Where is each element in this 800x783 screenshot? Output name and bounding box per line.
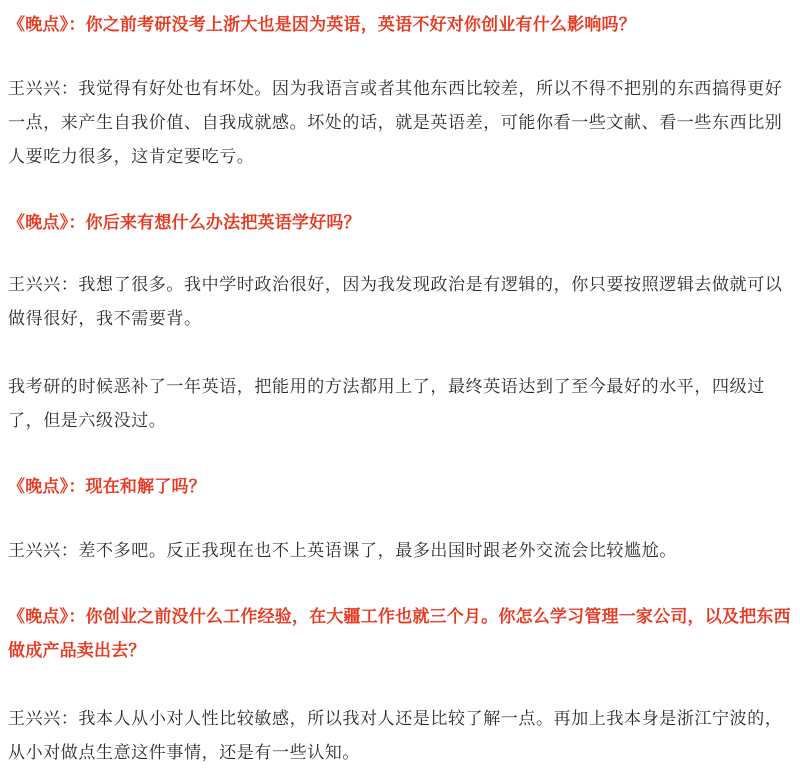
- question-separator: ：: [68, 15, 86, 35]
- answer-text: 我考研的时候恶补了一年英语，把能用的方法都用上了，最终英语达到了至今最好的水平，四级过了，但是六级没过。: [8, 377, 765, 431]
- answer-speaker: 王兴兴: [8, 275, 61, 295]
- answer-speaker: 王兴兴: [8, 709, 61, 729]
- question-text: 现在和解了吗？: [85, 477, 206, 497]
- answer-2-continued: [8, 370, 792, 438]
- question-separator: ：: [68, 213, 86, 233]
- question-source: 《晚点》: [8, 213, 69, 233]
- answer-separator: ：: [60, 79, 79, 99]
- answer-text: 差不多吧。反正我现在也不上英语课了，最多出国时跟老外交流会比较尴尬。: [78, 541, 677, 561]
- answer-1: [8, 72, 792, 174]
- question-2: [8, 206, 792, 240]
- question-text: 你创业之前没什么工作经验，在大疆工作也就三个月。你怎么学习管理一家公司，以及把东西做成产品卖出去？: [8, 607, 791, 661]
- answer-4: [8, 702, 792, 770]
- answer-separator: ：: [60, 275, 79, 295]
- answer-speaker: 王兴兴: [8, 541, 61, 561]
- answer-text: 我觉得有好处也有坏处。因为我语言或者其他东西比较差，所以不得不把别的东西搞得更好一点，来产生自我价值、自我成就感。坏处的话，就是英语差，可能你看一些文献、看一些东西比别人要吃力很多，这肯定要吃亏。: [8, 79, 783, 167]
- answer-text: 我想了很多。我中学时政治很好，因为我发现政治是有逻辑的，你只要按照逻辑去做就可以做得很好，我不需要背。: [8, 275, 783, 329]
- question-3: [8, 470, 792, 504]
- question-text: 你后来有想什么办法把英语学好吗？: [85, 213, 361, 233]
- answer-separator: ：: [60, 709, 79, 729]
- answer-3: [8, 534, 792, 568]
- question-separator: ：: [68, 477, 86, 497]
- question-separator: ：: [68, 607, 86, 627]
- answer-2: [8, 268, 792, 336]
- question-4: [8, 600, 792, 668]
- question-source: 《晚点》: [8, 607, 69, 627]
- question-1: [8, 8, 792, 42]
- question-source: 《晚点》: [8, 477, 69, 497]
- answer-speaker: 王兴兴: [8, 79, 61, 99]
- answer-text: 我本人从小对人性比较敏感，所以我对人还是比较了解一点。再加上我本身是浙江宁波的，从小对做点生意这件事情，还是有一些认知。: [8, 709, 783, 763]
- question-text: 你之前考研没考上浙大也是因为英语，英语不好对你创业有什么影响吗？: [85, 15, 636, 35]
- answer-separator: ：: [60, 541, 79, 561]
- question-source: 《晚点》: [8, 15, 69, 35]
